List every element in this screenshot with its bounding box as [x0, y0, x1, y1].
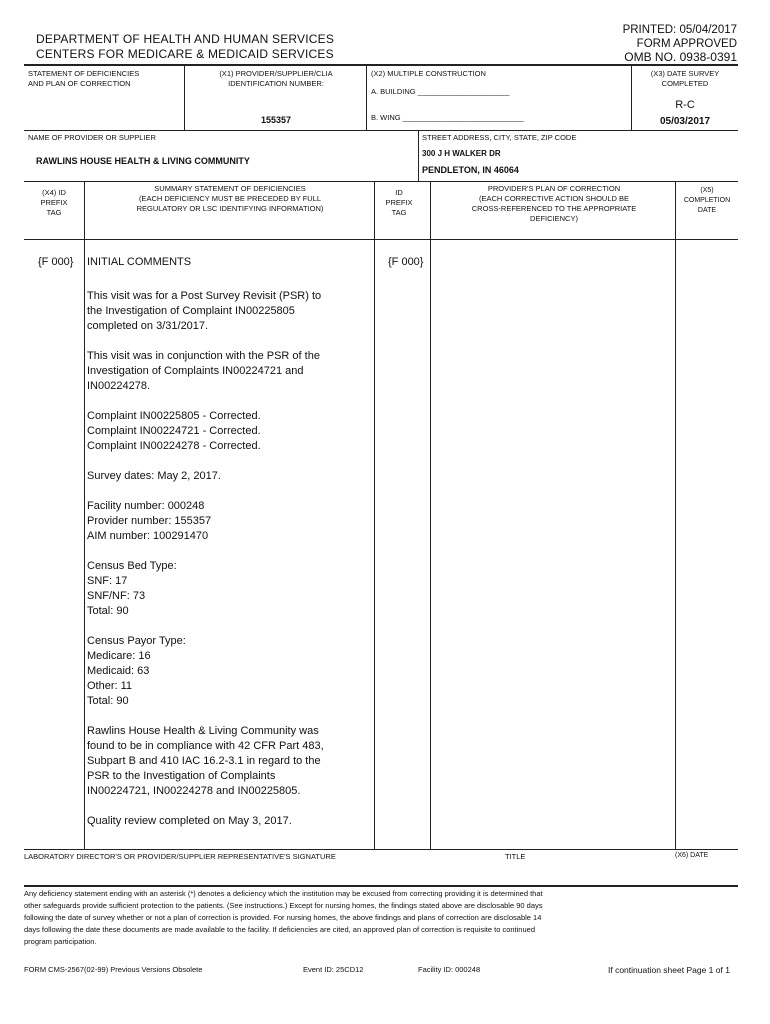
x2-label: (X2) MULTIPLE CONSTRUCTION — [371, 69, 486, 78]
entry-tag-left: {F 000} — [38, 256, 74, 268]
entry-paragraph: Complaint IN00225805 - Corrected. Complaint IN00224721 - Corrected. Complaint IN00224278 - Corrected. — [87, 410, 261, 452]
address-line-1: 300 J H WALKER DR — [422, 149, 501, 158]
entry-paragraph: Quality review completed on May 3, 2017. — [87, 815, 292, 827]
agency-line-1: DEPARTMENT OF HEALTH AND HUMAN SERVICES — [36, 32, 335, 46]
entry-body — [87, 289, 372, 844]
entry-paragraph: Rawlins House Health & Living Community was found to be in compliance with 42 CFR Part 483, Subpart B and 410 IAC 16.2-3.1 in regard to the PSR to the Investigation of Complaints IN00224721, IN00224278 and IN00225805. — [87, 725, 324, 797]
entry-paragraph: Facility number: 000248 Provider number: 155357 AIM number: 100291470 — [87, 500, 212, 542]
divider-x1 — [184, 64, 185, 130]
col-line-3 — [430, 181, 431, 849]
summary-header: SUMMARY STATEMENT OF DEFICIENCIES (EACH DEFICIENCY MUST BE PRECEDED BY FULL REGULATORY OR LSC IDENTIFYING INFORMATION) — [136, 184, 324, 213]
col-line-1 — [84, 181, 85, 849]
signature-rule — [24, 849, 738, 850]
building-field: A. BUILDING ______________________ — [371, 87, 510, 96]
divider-x2 — [366, 64, 367, 130]
entry-paragraph: Survey dates: May 2, 2017. — [87, 470, 221, 482]
signature-label: LABORATORY DIRECTOR'S OR PROVIDER/SUPPLIER REPRESENTATIVE'S SIGNATURE — [24, 852, 336, 861]
disclaimer-rule — [24, 885, 738, 887]
printed-date: PRINTED: 05/04/2017 — [622, 24, 737, 36]
survey-completed-date: 05/03/2017 — [659, 116, 711, 127]
address-label: STREET ADDRESS, CITY, STATE, ZIP CODE — [422, 133, 577, 142]
event-id: Event ID: 25CD12 — [303, 965, 364, 974]
x6-date-label: (X6) DATE — [675, 852, 709, 859]
col-line-2 — [374, 181, 375, 849]
entry-paragraph: Census Payor Type: Medicare: 16 Medicaid: 63 Other: 11 Total: 90 — [87, 635, 186, 707]
entry-tag-right: {F 000} — [388, 256, 424, 268]
id-prefix-header: ID PREFIX TAG — [385, 188, 413, 217]
entry-paragraph: Census Bed Type: SNF: 17 SNF/NF: 73 Total: 90 — [87, 560, 177, 617]
omb-number: OMB NO. 0938-0391 — [624, 50, 737, 64]
divider-x3 — [631, 64, 632, 130]
col-line-4 — [675, 181, 676, 849]
provider-name-label: NAME OF PROVIDER OR SUPPLIER — [28, 133, 156, 142]
form-info — [623, 24, 737, 65]
title-label: TITLE — [505, 852, 526, 861]
box-rule-1 — [24, 130, 738, 131]
provider-name: RAWLINS HOUSE HEALTH & LIVING COMMUNITY — [36, 156, 250, 166]
statement-label: STATEMENT OF DEFICIENCIES AND PLAN OF CORRECTION — [28, 69, 140, 88]
plan-header: PROVIDER'S PLAN OF CORRECTION (EACH CORRECTIVE ACTION SHOULD BE CROSS-REFERENCED TO THE APPROPRIATE DEFICIENCY) — [471, 184, 637, 223]
provider-id: 155357 — [261, 115, 292, 125]
continuation-page: If continuation sheet Page 1 of 1 — [608, 965, 730, 975]
column-header-rule — [24, 239, 738, 240]
x3-label: (X3) DATE SURVEY COMPLETED — [650, 69, 720, 88]
form-number: FORM CMS-2567(02-99) Previous Versions Obsolete — [24, 965, 203, 974]
box-rule-2 — [24, 181, 738, 182]
entry-title: INITIAL COMMENTS — [87, 256, 192, 268]
entry-paragraph: This visit was for a Post Survey Revisit (PSR) to the Investigation of Complaint IN00225805 completed on 3/31/2017. — [87, 290, 322, 332]
entry-paragraph: This visit was in conjunction with the PSR of the Investigation of Complaints IN00224721 and IN00224278. — [87, 350, 320, 392]
disclaimer-text: Any deficiency statement ending with an asterisk (*) denotes a deficiency which the institution may be excused from correcting providing it is determined that other safeguards provide sufficient protection to the patients. (See instructions.) Except for nursing homes, the findings stated above are disclosable 90 days following the date of survey whether or not a plan of correction is provided. For nursing homes, the above findings and plans of correction are disclosable 14 days following the date these documents are made available to the facility. If deficiencies are cited, an approved plan of correction is requisite to continued program participation. — [24, 889, 543, 946]
x1-label: (X1) PROVIDER/SUPPLIER/CLIA IDENTIFICATION NUMBER: — [219, 69, 333, 88]
x5-header: (X5) COMPLETION DATE — [683, 187, 731, 214]
facility-id: Facility ID: 000248 — [418, 965, 481, 974]
address-line-2: PENDLETON, IN 46064 — [422, 165, 519, 175]
agency-header — [36, 32, 334, 62]
rc-code: R-C — [675, 99, 695, 111]
x4-header: (X4) ID PREFIX TAG — [40, 188, 68, 217]
agency-line-2: CENTERS FOR MEDICARE & MEDICAID SERVICES — [36, 47, 334, 61]
form-approved: FORM APPROVED — [636, 37, 737, 50]
divider-address — [418, 130, 419, 181]
wing-field: B. WING _____________________________ — [371, 113, 524, 122]
